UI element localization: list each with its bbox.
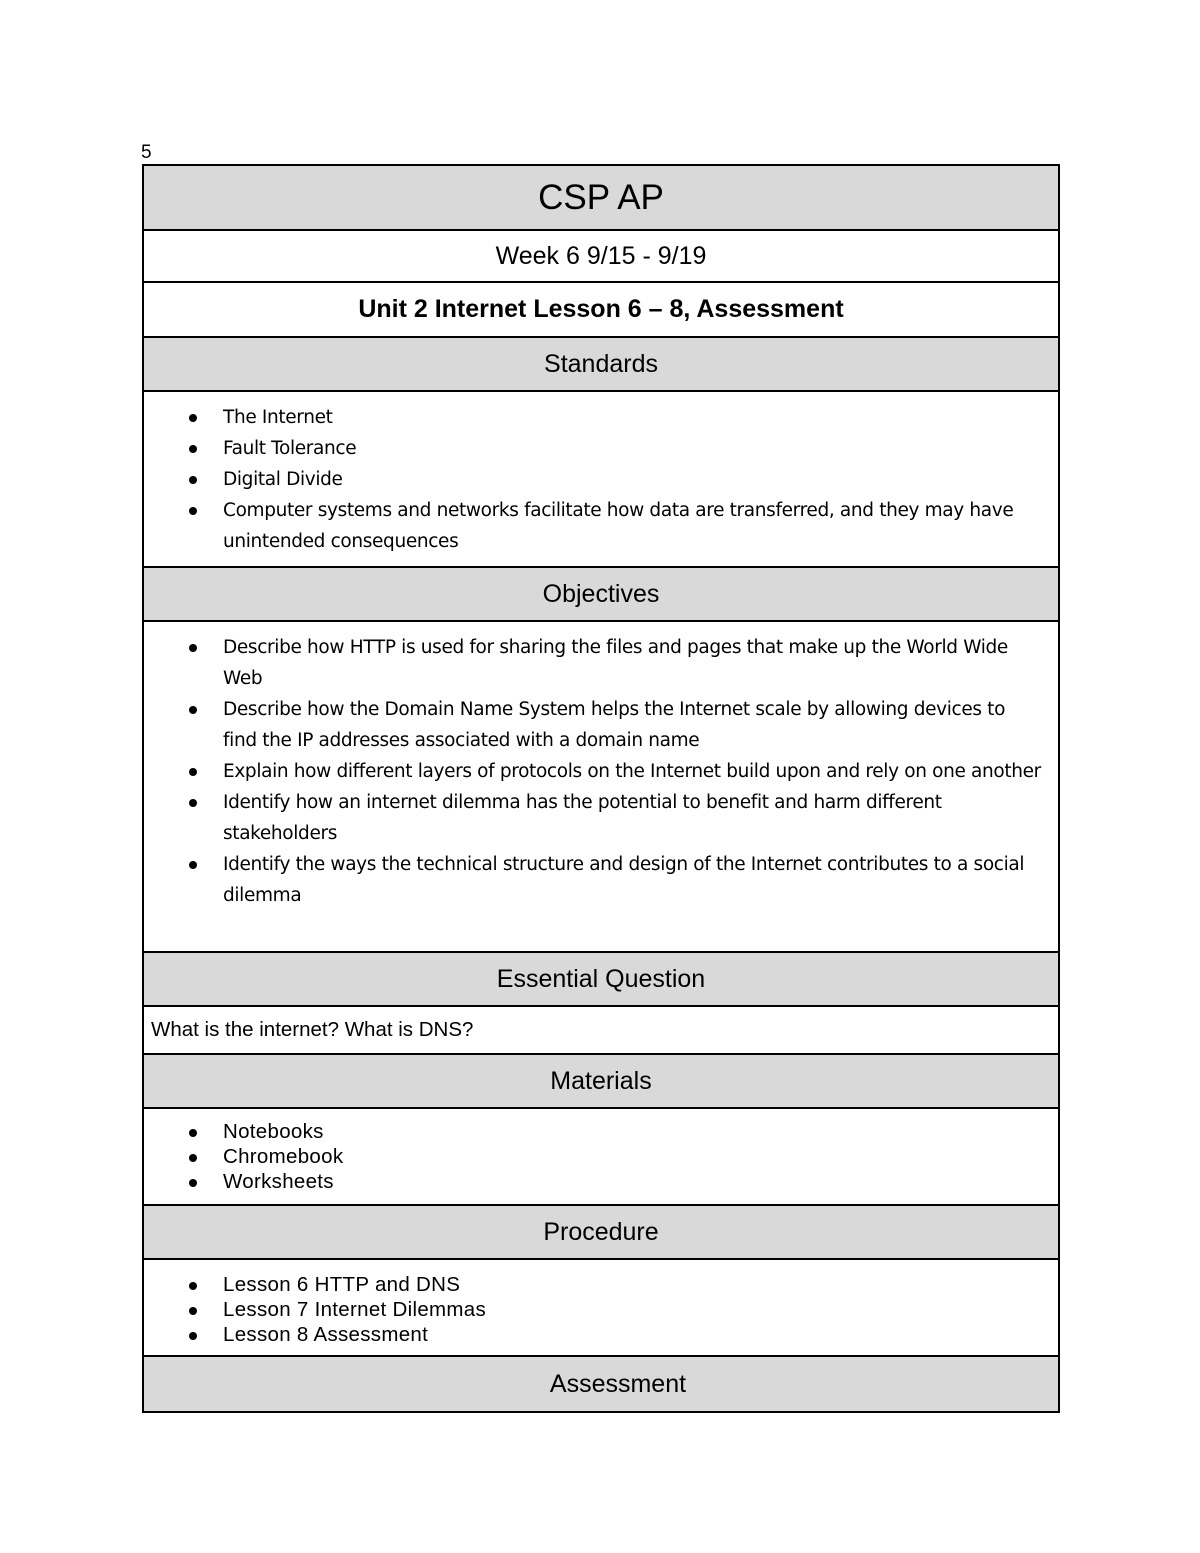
page-number: 5 bbox=[141, 142, 152, 163]
list-item: The Internet bbox=[223, 402, 1042, 433]
objectives-section bbox=[144, 622, 1058, 953]
materials-section bbox=[144, 1109, 1058, 1206]
list-item: Describe how the Domain Name System helps the Internet scale by allowing devices to find the IP addresses associated with a domain name bbox=[223, 694, 1042, 756]
list-item: Notebooks bbox=[223, 1119, 1042, 1144]
course-title: CSP AP bbox=[144, 166, 1058, 231]
procedure-list bbox=[144, 1272, 1058, 1347]
list-item: Digital Divide bbox=[223, 464, 1042, 495]
assessment-heading: Assessment bbox=[144, 1357, 1058, 1411]
objectives-heading: Objectives bbox=[144, 568, 1058, 622]
procedure-section bbox=[144, 1260, 1058, 1357]
list-item: Worksheets bbox=[223, 1169, 1042, 1194]
list-item: Explain how different layers of protocols on the Internet build upon and rely on one another bbox=[223, 756, 1042, 787]
list-item: Lesson 7 Internet Dilemmas bbox=[223, 1297, 1042, 1322]
standards-heading: Standards bbox=[144, 338, 1058, 392]
unit-title: Unit 2 Internet Lesson 6 – 8, Assessment bbox=[144, 283, 1058, 338]
standards-list bbox=[144, 402, 1058, 557]
essential-question-heading: Essential Question bbox=[144, 953, 1058, 1007]
materials-heading: Materials bbox=[144, 1055, 1058, 1109]
objectives-list bbox=[144, 632, 1058, 911]
materials-list bbox=[144, 1119, 1058, 1194]
list-item: Lesson 6 HTTP and DNS bbox=[223, 1272, 1042, 1297]
list-item: Lesson 8 Assessment bbox=[223, 1322, 1042, 1347]
list-item: Identify the ways the technical structure and design of the Internet contributes to a social dilemma bbox=[223, 849, 1042, 911]
essential-question-text: What is the internet? What is DNS? bbox=[144, 1007, 1058, 1055]
standards-section bbox=[144, 392, 1058, 568]
lesson-plan-table bbox=[142, 164, 1060, 1413]
week-range: Week 6 9/15 - 9/19 bbox=[144, 231, 1058, 283]
list-item: Identify how an internet dilemma has the potential to benefit and harm different stakeholders bbox=[223, 787, 1042, 849]
list-item: Fault Tolerance bbox=[223, 433, 1042, 464]
list-item: Chromebook bbox=[223, 1144, 1042, 1169]
procedure-heading: Procedure bbox=[144, 1206, 1058, 1260]
list-item: Describe how HTTP is used for sharing the files and pages that make up the World Wide Web bbox=[223, 632, 1042, 694]
list-item: Computer systems and networks facilitate how data are transferred, and they may have unintended consequences bbox=[223, 495, 1042, 557]
